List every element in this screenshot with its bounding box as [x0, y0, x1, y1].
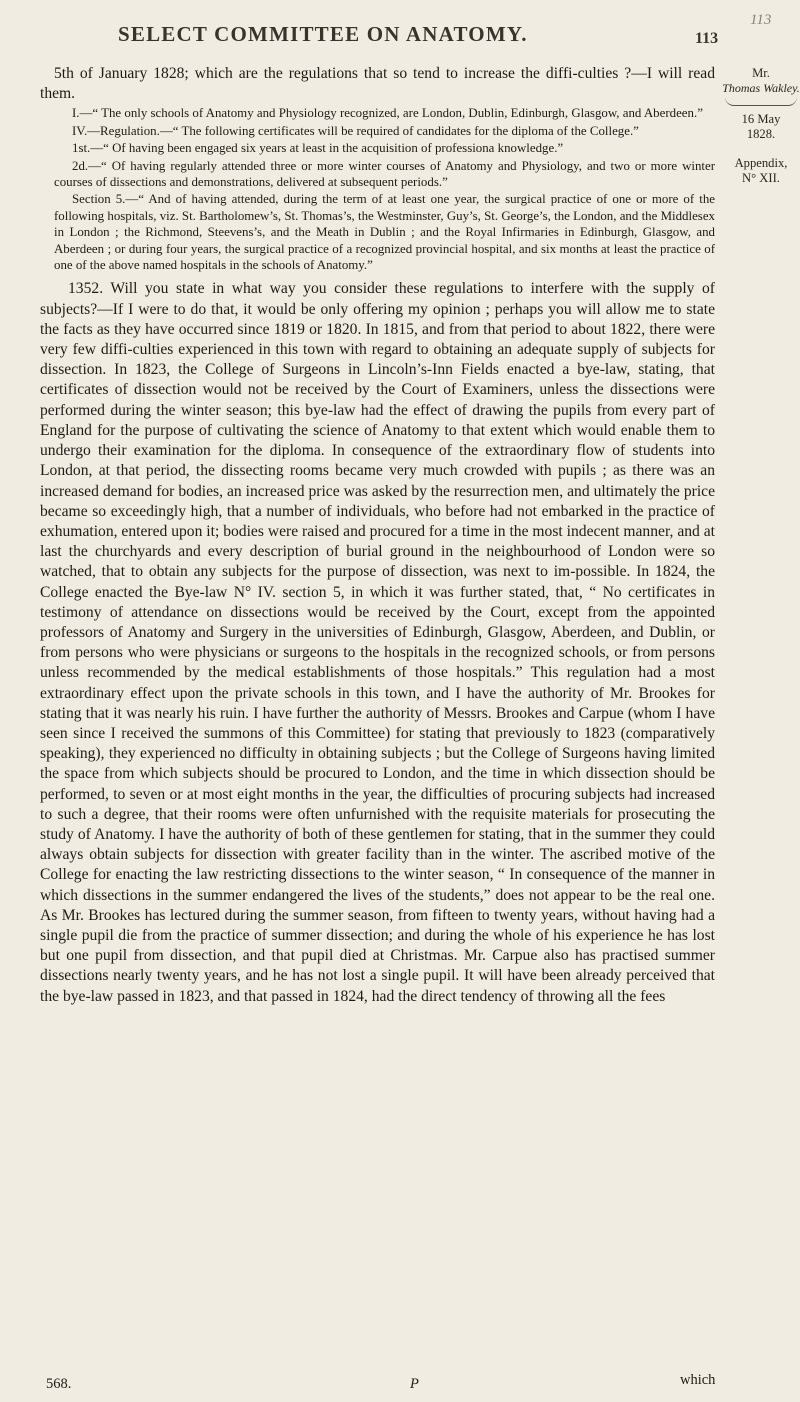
body-text	[40, 64, 715, 1007]
running-head	[40, 22, 740, 52]
regulations-quote	[40, 105, 715, 273]
intro-paragraph: 5th of January 1828; which are the regulations that so tend to increase the diffi-culties ?—I will read them.	[40, 65, 715, 103]
margin-brace	[725, 97, 797, 106]
catchword: which	[680, 1372, 716, 1388]
signature-letter: P	[410, 1376, 419, 1392]
signature-number: 568.	[46, 1376, 72, 1392]
margin-witness-label: Mr.	[752, 66, 770, 80]
margin-date-year: 1828.	[746, 127, 776, 141]
quote-second-certificate: 2d.—“ Of having regularly attended three or more winter courses of Anatomy and Physiology, and two or more winter courses of dissections and demonstrations, delivered at subsequent periods.”	[54, 158, 715, 190]
question-1352	[40, 279, 715, 1006]
page-footer	[0, 1372, 800, 1398]
margin-appendix-label: Appendix,	[734, 156, 788, 170]
margin-date-day: 16 May	[741, 112, 781, 126]
quote-section-5: Section 5.—“ And of having attended, during the term of at least one year, the surgical practice of one or more of the following hospitals, viz. St. Bartholomew’s, St. Thomas’s, the Westminster, Guy’s, St. George’s, the London, and the Middlesex in London ; the Richmond, Steevens’s, and the Meath in Dublin ; and the Royal Infirmaries in Edinburgh, Glasgow, and Aberdeen ; or during four years, the surgical practice of a recognized provincial hospital, and six months at least the practice of one of the above named hospitals in the schools of Anatomy.”	[54, 192, 715, 273]
running-head-title: SELECT COMMITTEE ON ANATOMY.	[118, 22, 528, 46]
question-1352-text: 1352. Will you state in what way you consider these regulations to interfere with the supply of subjects?—If I were to do that, it would be only offering my opinion ; perhaps you will allow me to state the facts as they have occurred since 1819 or 1820. In 1815, and from that period to about 1822, there were very few diffi-culties experienced in this town with regard to obtaining an adequate supply of subjects for dissection. In 1823, the College of Surgeons in Lincoln’s-Inn Fields enacted a bye-law, stating, that certificates of dissection would not be received by the Court of Examiners, unless the dissections were performed during the winter season; this bye-law had the effect of drawing the pupils from every part of England for the purpose of cultivating the science of Anatomy to that extent which would enable them to undergo their examination for the diploma. In consequence of the extraordinary flow of students into London, at that period, the dissecting rooms became very much crowded with pupils ; as there was an increased demand for bodies, an increased price was asked by the resurrection men, and ultimately the price became so exceedingly high, that a number of individuals, who before had not embarked in the practice of exhumation, entered upon it; bodies were raised and procured for a time in the most indecent manner, and at last the churchyards and every description of burial ground in the neighbourhood of London were so watched, that to obtain any subjects for the purpose of dissection, was next to im-possible. In 1824, the College enacted the Bye-law N° IV. section 5, in which it was further stated, that, “ No certificates in testimony of attendance on dissections would be received by the Court, except from the appointed professors of Anatomy and Surgery in the universities of Edinburgh, Glasgow, Aberdeen, and Dublin, or from persons who were physicians or surgeons to the hospitals in the recognized schools, or from persons unless recommended by the medical establishments of those hospitals.” This regulation had a most extraordinary effect upon the private schools in this town, and I have the authority of Mr. Brookes for stating that it was nearly his ruin. I have further the authority of Messrs. Brookes and Carpue (whom I have seen since I received the summons of this Committee) for stating that previously to 1823 (comparatively speaking), they experienced no difficulty in obtaining subjects ; but the College of Surgeons having limited the space from which subjects should be procured to London, and the time in which dissection should be performed, to seven or at most eight months in the year, the difficulties of procuring subjects had increased to such a degree, that their rooms were often unfurnished with the requisite materials for prosecuting the study of Anatomy. I have the authority of both of these gentlemen for stating, that in the summer they could always obtain subjects for dissection with greater facility than in the winter. The ascribed motive of the College for enacting the law restricting dissections to the winter season, “ In consequence of the manner in which dissections in the summer endangered the lives of the students,” does not appear to be the real one. As Mr. Brookes has lectured during the summer season, from fifteen to twenty years, without having had a single pupil die from the practice of summer dissection; and during the whole of his experience he has lost but one pupil from dissection, and that pupil died at Christmas. Mr. Carpue also has practised summer dissections nearly twenty years, and he has not lost a single pupil. It will have been already perceived that the bye-law passed in 1823, and that passed in 1824, had the direct tendency of throwing all the fees	[40, 280, 715, 1005]
page-number: 113	[695, 30, 719, 47]
margin-appendix-number: N° XII.	[742, 171, 780, 185]
margin-witness-name: Thomas Wakley.	[722, 81, 800, 95]
quote-first-certificate: 1st.—“ Of having been engaged six years at least in the acquisition of professiona knowledge.”	[72, 141, 564, 156]
quote-regulation-1: I.—“ The only schools of Anatomy and Physiology recognized, are London, Dublin, Edinburgh, Glasgow, and Aberdeen.”	[72, 106, 703, 121]
quote-regulation-4: IV.—Regulation.—“ The following certificates will be required of candidates for the diploma of the College.”	[72, 123, 639, 138]
margin-notes	[722, 66, 800, 186]
handwritten-page-mark: 113	[750, 12, 772, 28]
